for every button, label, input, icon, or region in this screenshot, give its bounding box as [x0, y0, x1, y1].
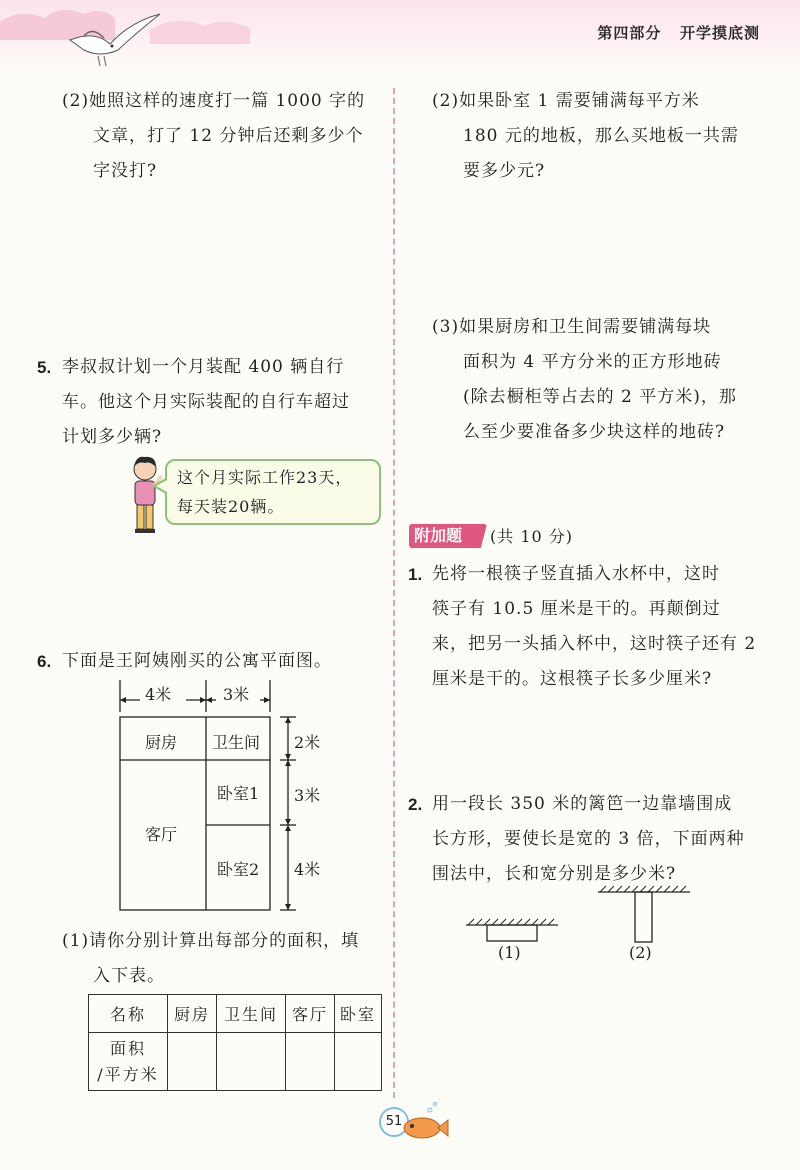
bubble-line: 每天装20辆。: [177, 497, 285, 516]
text-line: 长方形，要使长是宽的 3 倍，下面两种: [432, 829, 745, 849]
dim-label-right: 2米: [294, 733, 321, 752]
table-header-cell: 卫生间: [217, 995, 286, 1033]
header-decoration: [0, 0, 330, 72]
text-line: 字没打?: [93, 161, 158, 181]
fence-diagrams: [462, 884, 694, 946]
bonus-tag-label: 附加题: [414, 526, 463, 545]
dim-label-right: 3米: [294, 786, 321, 805]
answer-cell[interactable]: [168, 1033, 217, 1091]
boy-illustration-icon: [128, 455, 162, 535]
text-line: 厘米是干的。这根筷子长多少厘米?: [432, 669, 713, 689]
text-line: (3)如果厨房和卫生间需要铺满每块: [432, 317, 712, 337]
dim-label-top: 3米: [223, 685, 250, 704]
text-line: 下面是王阿姨刚买的公寓平面图。: [62, 651, 332, 671]
text-line: 入下表。: [93, 966, 165, 986]
answer-cell[interactable]: [286, 1033, 335, 1091]
row-label-cell: [89, 1033, 168, 1091]
text-line: 用一段长 350 米的篱笆一边靠墙围成: [432, 794, 733, 814]
table-header-cell: 名称: [89, 995, 168, 1033]
dim-label-right: 4米: [294, 860, 321, 879]
text-line: (2)如果卧室 1 需要铺满每平方米: [432, 91, 700, 111]
figure-label: (1): [498, 943, 521, 962]
text-line: (除去橱柜等占去的 2 平方米)，那: [463, 387, 737, 407]
row-label-line: /平方米: [97, 1064, 159, 1084]
room-living: 客厅: [145, 825, 178, 844]
text-line: (1)请你分别计算出每部分的面积，填: [62, 931, 360, 951]
bubble-line: 这个月实际工作23天，: [177, 468, 353, 487]
room-bedroom-1: 卧室1: [217, 784, 260, 803]
room-bedroom-2: 卧室2: [217, 860, 260, 879]
area-table: [88, 994, 382, 1091]
answer-cell[interactable]: [217, 1033, 286, 1091]
text-line: (2)她照这样的速度打一篇 1000 字的: [62, 91, 366, 111]
bonus-points: (共 10 分): [490, 527, 574, 546]
question-number: 1.: [408, 565, 423, 584]
table-header-cell: 客厅: [286, 995, 335, 1033]
text-line: 文章，打了 12 分钟后还剩多少个: [93, 126, 364, 146]
page-number: 51: [379, 1107, 409, 1137]
row-label-line: 面积: [109, 1038, 146, 1058]
speech-bubble: [165, 459, 381, 525]
text-line: 先将一根筷子竖直插入水杯中，这时: [432, 564, 720, 584]
text-line: 180 元的地板，那么买地板一共需: [463, 126, 739, 146]
text-line: 李叔叔计划一个月装配 400 辆自行: [62, 357, 345, 377]
text-line: 筷子有 10.5 厘米是干的。再颠倒过: [432, 599, 721, 619]
answer-cell[interactable]: [335, 1033, 382, 1091]
bubble-tail-inner: [156, 480, 167, 492]
table-header-cell: 卧室: [335, 995, 382, 1033]
column-divider: [393, 88, 395, 1098]
figure-label: (2): [629, 943, 652, 962]
fish-icon: [398, 1100, 450, 1142]
table-header-cell: 厨房: [168, 995, 217, 1033]
text-line: 要多少元?: [463, 161, 546, 181]
room-bathroom: 卫生间: [212, 733, 261, 752]
text-line: 么至少要准备多少块这样的地砖?: [463, 422, 726, 442]
question-number: 6.: [37, 652, 52, 671]
text-line: 来，把另一头插入杯中，这时筷子还有 2: [432, 634, 757, 654]
text-line: 计划多少辆?: [62, 427, 163, 447]
section-title: 第四部分 开学摸底测: [597, 24, 760, 42]
text-line: 车。他这个月实际装配的自行车超过: [62, 392, 350, 412]
text-line: 面积为 4 平方分米的正方形地砖: [463, 352, 722, 372]
question-number: 5.: [37, 358, 52, 377]
table-header-row: [89, 995, 382, 1033]
text-line: 围法中，长和宽分别是多少米?: [432, 864, 677, 884]
room-kitchen: 厨房: [145, 733, 178, 752]
dim-label-top: 4米: [145, 685, 172, 704]
table-row: [89, 1033, 382, 1091]
question-number: 2.: [408, 795, 423, 814]
